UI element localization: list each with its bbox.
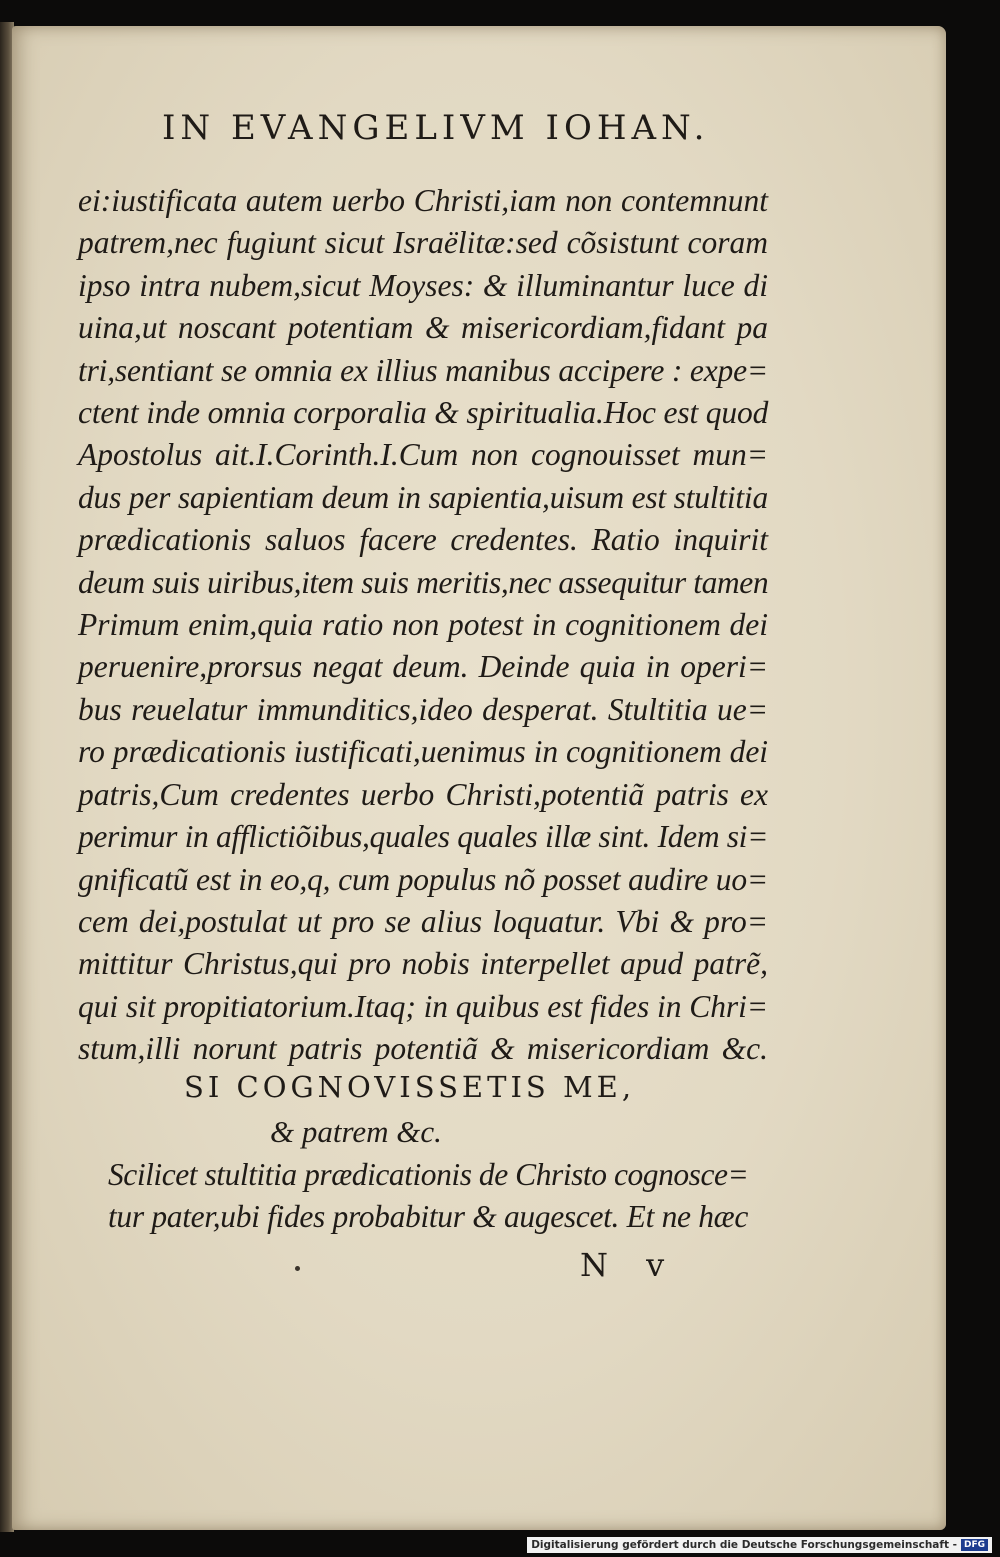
text-line: patrem,nec fugiunt sicut Israëlitæ:sed cõsistunt coram xyxy=(78,225,768,261)
ink-speck xyxy=(295,1266,300,1271)
text-line: qui sit propitiatorium.Itaq; in quibus est fides in Chri= xyxy=(78,988,769,1024)
running-head: IN EVANGELIVM IOHAN. xyxy=(162,108,710,148)
book-page xyxy=(12,26,946,1530)
text-line: ei:iustificata autem uerbo Christi,iam non contemnunt xyxy=(78,183,768,218)
text-line: tur pater,ubi fides probabitur & augescet. Et ne hæc xyxy=(108,1199,748,1235)
continuation-text xyxy=(108,1154,748,1239)
text-line: uina,ut noscant potentiam & misericordiam,fidant pa xyxy=(78,310,768,346)
text-line: bus reuelatur immunditics,ideo desperat. Stultitia ue= xyxy=(78,691,768,727)
text-line: Apostolus ait.I.Corinth.I.Cum non cognouisset mun= xyxy=(78,437,768,473)
signature-mark: N v xyxy=(580,1246,679,1284)
text-line: deum suis uiribus,item suis meritis,nec assequitur tamen xyxy=(78,564,769,600)
section-heading-continuation: & patrem &c. xyxy=(270,1114,442,1149)
text-line: patris,Cum credentes uerbo Christi,potentiã patris ex xyxy=(78,776,768,812)
text-line: Scilicet stultitia prædicationis de Christo cognosce= xyxy=(108,1157,749,1192)
text-line: ipso intra nubem,sicut Moyses: & illuminantur luce di xyxy=(78,267,768,303)
text-line: Primum enim,quia ratio non potest in cognitionem dei xyxy=(78,607,768,643)
text-line: perimur in afflictiõibus,quales quales illæ sint. Idem si= xyxy=(78,819,768,855)
section-heading: SI COGNOVISSETIS ME, xyxy=(184,1070,636,1104)
text-line: stum,illi norunt patris potentiã & misericordiam &c. xyxy=(78,1031,768,1067)
text-line: prædicationis saluos facere credentes. Ratio inquirit xyxy=(78,522,768,558)
text-line: peruenire,prorsus negat deum. Deinde quia in operi= xyxy=(78,649,768,685)
text-line: dus per sapientiam deum in sapientia,uisum est stultitia xyxy=(78,479,768,515)
text-line: gnificatũ est in eo,q, cum populus nõ posset audire uo= xyxy=(78,861,768,897)
body-text xyxy=(78,180,768,1071)
text-line: tri,sentiant se omnia ex illius manibus accipere : expe= xyxy=(78,352,768,388)
text-line: cem dei,postulat ut pro se alius loquatur. Vbi & pro= xyxy=(78,903,768,939)
text-line: ctent inde omnia corporalia & spiritualia.Hoc est quod xyxy=(78,395,769,431)
footer-credit-bar xyxy=(527,1537,992,1553)
dfg-logo: DFG xyxy=(961,1539,988,1551)
text-line: ro prædicationis iustificati,uenimus in cognitionem dei xyxy=(78,734,769,770)
text-line: mittitur Christus,qui pro nobis interpellet apud patrẽ, xyxy=(78,946,768,982)
footer-credit: Digitalisierung gefördert durch die Deutsche Forschungsgemeinschaft - xyxy=(531,1539,957,1551)
